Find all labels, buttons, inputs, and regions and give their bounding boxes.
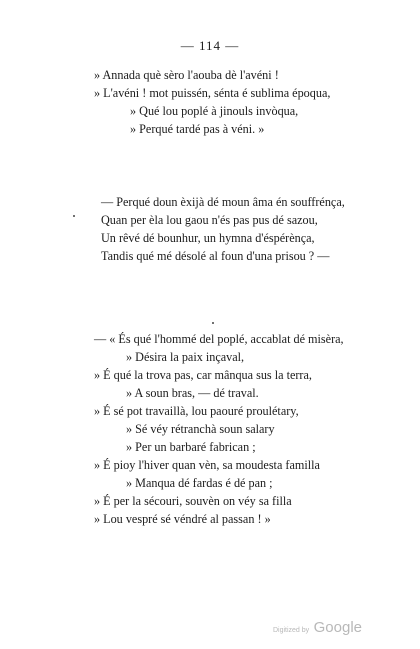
poem-line: » Per un barbaré fabrican ;: [126, 440, 256, 454]
poem-line: » L'avéni ! mot puissén, sénta é sublima époqua,: [94, 86, 331, 100]
poem-line: » Qué lou poplé à jinouls invòqua,: [130, 104, 299, 118]
poem-line: Un rêvé dé bounhur, un hymna d'éspérènça,: [101, 231, 315, 245]
poem-line: » A soun bras, — dé traval.: [126, 386, 259, 400]
poem-line: » Manqua dé fardas é dé pan ;: [126, 476, 273, 490]
poem-line: » Lou vespré sé véndré al passan ! »: [94, 512, 271, 526]
digitized-by-text: Digitized by: [272, 627, 310, 634]
poem-line: — « És qué l'hommé del poplé, accablat dé misèra,: [94, 332, 344, 346]
poem-line: » É per la sécouri, souvèn on véy sa filla: [94, 494, 292, 508]
poem-line: » É qué la trova pas, car mânqua sus la terra,: [94, 368, 312, 382]
poem-line: — Perqué doun èxijà dé moun âma én souffrénça,: [101, 195, 345, 209]
page-number: — 114 —: [180, 38, 240, 53]
poem-line: Tandis qué mé désolé al foun d'una prisou ? —: [101, 249, 330, 263]
poem-line: » Sé véy rétranchà soun salary: [126, 422, 275, 436]
poem-line: » Désira la paix inçaval,: [126, 350, 245, 364]
poem-line: » Perqué tardé pas à véni. »: [130, 122, 265, 136]
poem-line: » É pioy l'hiver quan vèn, sa moudesta familla: [94, 458, 320, 472]
poem-line: » Annada què sèro l'aouba dè l'avéni !: [94, 68, 279, 82]
poem-line: Quan per èla lou gaou n'és pas pus dé sazou,: [101, 213, 318, 227]
google-logo: Google: [313, 619, 362, 636]
poem-line: » É sé pot travaillà, lou paouré proulétary,: [94, 404, 299, 418]
digitized-watermark: [273, 619, 362, 637]
scan-speck: [212, 322, 214, 324]
scan-speck: [73, 215, 75, 217]
